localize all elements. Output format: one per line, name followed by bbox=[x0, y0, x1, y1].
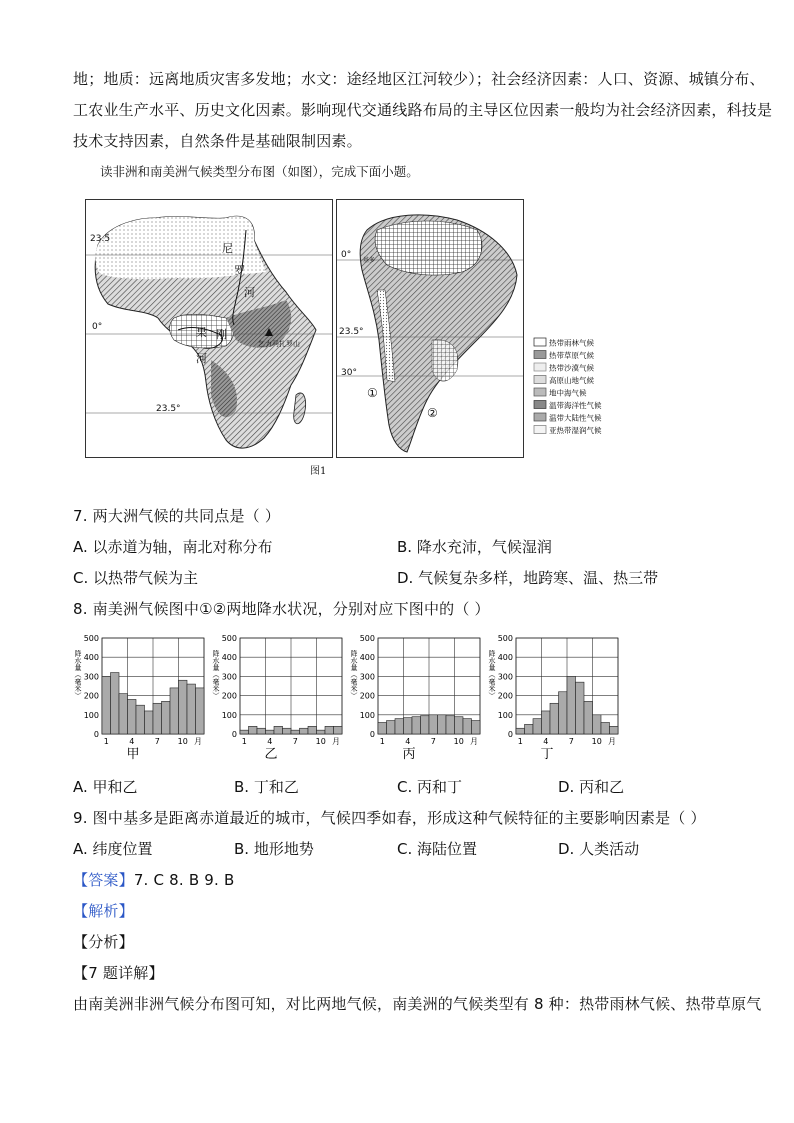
chart-title: 丙 bbox=[402, 747, 416, 762]
legend-label: 地中海气候 bbox=[549, 388, 587, 398]
marker-1: ① bbox=[367, 386, 378, 400]
chart-ytick: 300 bbox=[359, 672, 375, 682]
chart-xtick: 4 bbox=[267, 737, 273, 746]
chart-bar bbox=[119, 694, 128, 734]
chart-ytick: 400 bbox=[221, 653, 237, 663]
chart-xtick: 10 bbox=[453, 737, 464, 746]
chart-title: 乙 bbox=[264, 747, 278, 762]
legend-label: 高原山地气候 bbox=[549, 376, 594, 385]
chart-bar bbox=[291, 730, 300, 734]
chart-ytick: 400 bbox=[497, 653, 513, 663]
q9-option-c[interactable]: C. 海陆位置 bbox=[397, 840, 478, 858]
chart-ylabel: 降水量（毫米） bbox=[212, 650, 220, 699]
chart-xtick: 月 bbox=[332, 737, 341, 746]
chart-bar bbox=[128, 699, 137, 734]
legend-label: 亚热带湿润气候 bbox=[549, 426, 602, 435]
chart-ylabel: 降水量（毫米） bbox=[74, 650, 82, 699]
chart-ytick: 300 bbox=[83, 672, 99, 682]
lat-label-tropic-n: 23.5 bbox=[90, 234, 111, 244]
legend-label: 温带大陆性气候 bbox=[549, 413, 602, 423]
chart-xtick: 10 bbox=[315, 737, 326, 746]
legend-label: 热带雨林气候 bbox=[549, 338, 594, 348]
chart-ytick: 0 bbox=[93, 730, 99, 739]
chart-bar bbox=[283, 728, 292, 734]
lat-label-tropic-s: 23.5° bbox=[156, 404, 181, 414]
intro-line-2: 工农业生产水平、历史文化因素。影响现代交通线路布局的主导区位因素一般均为社会经济因素，科技是 bbox=[73, 101, 773, 119]
q7-option-c[interactable]: C. 以热带气候为主 bbox=[73, 569, 199, 587]
q9-option-b[interactable]: B. 地形地势 bbox=[234, 840, 314, 858]
intro-line-1: 地；地质：远离地质灾害多发地；水文：途经地区江河较少）；社会经济因素：人口、资源、城镇分布、 bbox=[73, 70, 765, 88]
chart-ytick: 400 bbox=[83, 653, 99, 663]
legend-swatch bbox=[534, 351, 546, 359]
chart-xtick: 10 bbox=[591, 737, 602, 746]
chart-bar bbox=[274, 726, 283, 734]
chart-1 bbox=[212, 634, 342, 762]
q9-stem: 9. 图中基多是距离赤道最近的城市，气候四季如春，形成这种气候特征的主要影响因素是（ ） bbox=[73, 809, 706, 827]
q8-stem: 8. 南美洲气候图中①②两地降水状况，分别对应下图中的（ ） bbox=[73, 600, 490, 618]
chart-title: 甲 bbox=[126, 747, 140, 762]
sa-lat-tropic: 23.5° bbox=[339, 327, 364, 337]
chart-bar bbox=[412, 717, 421, 734]
chart-bar bbox=[308, 726, 317, 734]
chart-bar bbox=[429, 715, 438, 734]
chart-bar bbox=[404, 718, 413, 734]
mountain-label: 乞力马扎罗山 bbox=[258, 340, 300, 348]
intro-line-3: 技术支持因素，自然条件是基础限制因素。 bbox=[73, 132, 362, 150]
chart-bar bbox=[421, 716, 430, 734]
chart-xtick: 1 bbox=[103, 737, 109, 746]
africa-climate-map bbox=[85, 199, 333, 458]
chart-xtick: 7 bbox=[430, 737, 436, 746]
chart-title: 丁 bbox=[540, 747, 554, 762]
chart-ytick: 500 bbox=[221, 634, 237, 643]
legend-label: 热带草原气候 bbox=[549, 351, 594, 360]
chart-bar bbox=[145, 711, 154, 734]
chart-bar bbox=[567, 676, 576, 734]
chart-ytick: 0 bbox=[231, 730, 237, 739]
chart-bar bbox=[472, 721, 481, 734]
chart-xtick: 4 bbox=[129, 737, 135, 746]
chart-bar bbox=[300, 728, 309, 734]
river-congo-2: 果 bbox=[196, 326, 207, 339]
chart-bar bbox=[187, 684, 196, 734]
legend-label: 热带沙漠气候 bbox=[549, 363, 594, 373]
chart-3 bbox=[488, 634, 618, 762]
chart-bar bbox=[455, 717, 464, 734]
chart-bar bbox=[249, 726, 258, 734]
chart-bar bbox=[196, 688, 205, 734]
chart-bar bbox=[542, 711, 551, 734]
chart-ytick: 0 bbox=[507, 730, 513, 739]
chart-ytick: 100 bbox=[359, 710, 375, 720]
marker-2: ② bbox=[427, 406, 438, 420]
legend-swatch bbox=[534, 338, 546, 346]
q7-option-a[interactable]: A. 以赤道为轴，南北对称分布 bbox=[73, 538, 273, 556]
chart-ytick: 200 bbox=[83, 691, 99, 701]
analysis-label: 【解析】 bbox=[73, 902, 134, 920]
fenxi-label: 【分析】 bbox=[73, 933, 134, 951]
lat-label-equator: 0° bbox=[92, 322, 103, 332]
answer-line bbox=[73, 869, 234, 890]
precip-charts bbox=[74, 634, 634, 764]
chart-bar bbox=[593, 715, 602, 734]
q8-option-c[interactable]: C. 丙和丁 bbox=[397, 778, 463, 796]
chart-bar bbox=[559, 692, 568, 734]
chart-0 bbox=[74, 634, 204, 762]
river-nile-1: 尼 bbox=[222, 242, 233, 255]
chart-ytick: 100 bbox=[83, 710, 99, 720]
chart-xtick: 7 bbox=[292, 737, 298, 746]
chart-xtick: 4 bbox=[405, 737, 411, 746]
chart-bar bbox=[463, 719, 472, 734]
q9-option-d[interactable]: D. 人类活动 bbox=[558, 840, 640, 858]
chart-xtick: 1 bbox=[517, 737, 523, 746]
chart-xtick: 1 bbox=[379, 737, 385, 746]
chart-ytick: 100 bbox=[497, 710, 513, 720]
chart-xtick: 1 bbox=[241, 737, 247, 746]
chart-bar bbox=[601, 722, 610, 734]
chart-bar bbox=[438, 715, 447, 734]
chart-ytick: 0 bbox=[369, 730, 375, 739]
chart-bar bbox=[317, 730, 326, 734]
chart-xtick: 4 bbox=[543, 737, 549, 746]
chart-ytick: 500 bbox=[83, 634, 99, 643]
q7-option-d[interactable]: D. 气候复杂多样，地跨寒、温、热三带 bbox=[397, 569, 659, 587]
chart-ytick: 500 bbox=[497, 634, 513, 643]
sa-lat-equator: 0° bbox=[341, 250, 352, 260]
chart-ylabel: 降水量（毫米） bbox=[488, 650, 496, 699]
legend-label: 温带海洋性气候 bbox=[549, 401, 602, 410]
q9-option-a[interactable]: A. 纬度位置 bbox=[73, 840, 153, 858]
chart-ytick: 500 bbox=[359, 634, 375, 643]
chart-bar bbox=[257, 728, 266, 734]
q7-option-b[interactable]: B. 降水充沛，气候湿润 bbox=[397, 538, 552, 556]
chart-ytick: 300 bbox=[221, 672, 237, 682]
chart-bar bbox=[446, 716, 455, 734]
chart-ytick: 300 bbox=[497, 672, 513, 682]
q8-option-a[interactable]: A. 甲和乙 bbox=[73, 778, 138, 796]
chart-xtick: 10 bbox=[177, 737, 188, 746]
chart-bar bbox=[576, 682, 585, 734]
south-america-climate-map bbox=[336, 199, 524, 458]
chart-bar bbox=[525, 724, 534, 734]
chart-xtick: 7 bbox=[154, 737, 160, 746]
chart-bar bbox=[387, 721, 396, 734]
chart-bar bbox=[584, 701, 593, 734]
chart-ylabel: 降水量（毫米） bbox=[350, 650, 358, 699]
chart-ytick: 400 bbox=[359, 653, 375, 663]
legend-swatch bbox=[534, 376, 546, 384]
chart-xtick: 月 bbox=[608, 737, 617, 746]
figure-instruction: 读非洲和南美洲气候类型分布图（如图），完成下面小题。 bbox=[100, 164, 419, 179]
chart-bar bbox=[516, 728, 525, 734]
river-nile-2: 罗 bbox=[234, 264, 245, 277]
legend-swatch bbox=[534, 401, 546, 409]
chart-bar bbox=[102, 676, 111, 734]
river-congo-3: 河 bbox=[196, 352, 207, 365]
chart-bar bbox=[111, 673, 120, 734]
sa-lat-30: 30° bbox=[341, 368, 357, 378]
detail-text: 由南美洲非洲气候分布图可知，对比两地气候，南美洲的气候类型有 8 种：热带雨林气候、热带草原气 bbox=[73, 995, 762, 1013]
chart-ytick: 100 bbox=[221, 710, 237, 720]
chart-ytick: 200 bbox=[359, 691, 375, 701]
chart-xtick: 7 bbox=[568, 737, 574, 746]
river-congo-1: 刚 bbox=[216, 328, 227, 341]
chart-bar bbox=[162, 701, 171, 734]
chart-bar bbox=[153, 703, 162, 734]
chart-xtick: 月 bbox=[194, 737, 203, 746]
detail-label: 【7 题详解】 bbox=[73, 964, 164, 982]
q8-option-b[interactable]: B. 丁和乙 bbox=[234, 778, 299, 796]
river-nile-3: 河 bbox=[244, 286, 255, 299]
chart-bar bbox=[550, 703, 559, 734]
chart-bar bbox=[240, 730, 249, 734]
chart-bar bbox=[610, 726, 619, 734]
chart-2 bbox=[350, 634, 480, 762]
legend-swatch bbox=[534, 388, 546, 396]
figure-label: 图1 bbox=[310, 466, 327, 477]
chart-bar bbox=[136, 705, 145, 734]
answer-text: 7. C 8. B 9. B bbox=[133, 871, 235, 889]
chart-bar bbox=[395, 719, 404, 734]
chart-bar bbox=[378, 722, 387, 734]
q8-option-d[interactable]: D. 丙和乙 bbox=[558, 778, 625, 796]
chart-xtick: 月 bbox=[470, 737, 479, 746]
legend-swatch bbox=[534, 363, 546, 371]
chart-bar bbox=[334, 726, 343, 734]
chart-bar bbox=[266, 730, 275, 734]
city-quito: 基多 bbox=[363, 257, 376, 264]
answer-label: 【答案】 bbox=[73, 871, 134, 889]
chart-ytick: 200 bbox=[497, 691, 513, 701]
chart-ytick: 200 bbox=[221, 691, 237, 701]
legend-swatch bbox=[534, 426, 546, 434]
climate-legend bbox=[533, 336, 623, 440]
chart-bar bbox=[533, 719, 542, 734]
q7-stem: 7. 两大洲气候的共同点是（ ） bbox=[73, 507, 281, 525]
legend-swatch bbox=[534, 413, 546, 421]
chart-bar bbox=[170, 688, 179, 734]
chart-bar bbox=[179, 680, 188, 734]
chart-bar bbox=[325, 726, 334, 734]
